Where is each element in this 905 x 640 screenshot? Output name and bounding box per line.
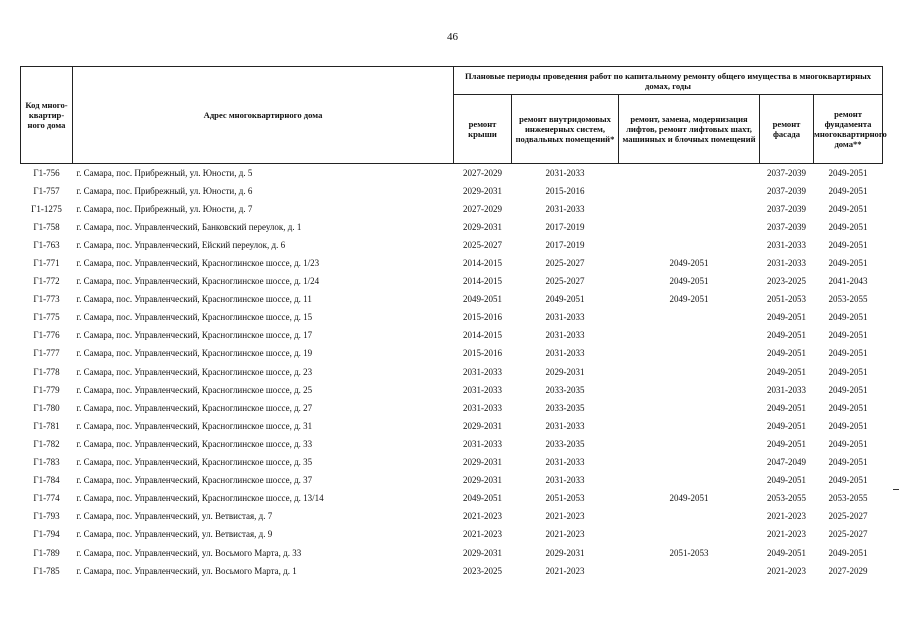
cell-roof: 2021-2023	[463, 511, 502, 522]
cell-foundation: 2049-2051	[828, 438, 868, 449]
table-row	[21, 236, 883, 254]
cell-foundation: 2049-2051	[828, 547, 868, 558]
cell-lifts	[619, 182, 760, 200]
cell-code: Г1-783	[33, 457, 60, 468]
cell-address: г. Самара, пос. Управленческий, ул. Восьмого Марта, д. 1	[76, 565, 297, 576]
cell-roof: 2049-2051	[463, 294, 502, 305]
header-facade: ремонт фасада	[760, 95, 814, 164]
cell-lifts: 2049-2051	[669, 294, 709, 305]
cell-systems: 2031-2033	[545, 457, 585, 468]
cell-address: г. Самара, пос. Управленческий, Красноглинское шоссе, д. 37	[76, 475, 313, 486]
cell-foundation: 2049-2051	[828, 203, 868, 214]
cell-address: г. Самара, пос. Управленческий, Ейский переулок, д. 6	[76, 239, 286, 250]
cell-lifts	[619, 236, 760, 254]
table-row	[21, 526, 883, 544]
cell-systems: 2031-2033	[545, 203, 585, 214]
cell-foundation: 2041-2043	[828, 276, 868, 287]
cell-address: г. Самара, пос. Управленческий, ул. Ветвистая, д. 9	[76, 529, 273, 540]
cell-roof: 2015-2016	[463, 348, 502, 359]
cell-facade: 2021-2023	[767, 511, 806, 522]
cell-address: г. Самара, пос. Управленческий, Красноглинское шоссе, д. 33	[76, 438, 313, 449]
cell-facade: 2049-2051	[767, 330, 806, 341]
table-row	[21, 508, 883, 526]
cell-roof: 2029-2031	[463, 547, 502, 558]
cell-roof: 2049-2051	[463, 493, 502, 504]
cell-code: Г1-757	[33, 185, 60, 196]
cell-lifts	[619, 454, 760, 472]
cell-roof: 2029-2031	[463, 420, 502, 431]
cell-foundation: 2053-2055	[828, 294, 868, 305]
cell-roof: 2027-2029	[463, 167, 502, 178]
cell-roof: 2031-2033	[463, 438, 502, 449]
table-row	[21, 490, 883, 508]
page-number: 46	[447, 31, 458, 43]
cell-systems: 2033-2035	[545, 438, 585, 449]
cell-roof: 2015-2016	[463, 312, 502, 323]
cell-code: Г1-785	[33, 565, 60, 576]
cell-facade: 2049-2051	[767, 402, 806, 413]
table-row	[21, 399, 883, 417]
cell-roof: 2029-2031	[463, 475, 502, 486]
edge-mark	[893, 489, 899, 490]
cell-facade: 2049-2051	[767, 420, 806, 431]
cell-code: Г1-794	[33, 529, 60, 540]
cell-code: Г1-763	[33, 239, 60, 250]
cell-systems: 2033-2035	[545, 402, 585, 413]
header-periods-group: Плановые периоды проведения работ по капитальному ремонту общего имущества в многоквартирных домах, годы	[454, 67, 883, 95]
cell-facade: 2049-2051	[767, 547, 806, 558]
cell-roof: 2021-2023	[463, 529, 502, 540]
table-row	[21, 309, 883, 327]
cell-systems: 2031-2033	[545, 475, 585, 486]
table-row	[21, 254, 883, 272]
table-row	[21, 562, 883, 580]
header-lifts: ремонт, замена, модернизация лифтов, ремонт лифтовых шахт, машинных и блочных помещений	[619, 95, 760, 164]
cell-foundation: 2049-2051	[828, 167, 868, 178]
cell-code: Г1-779	[33, 384, 60, 395]
cell-lifts	[619, 472, 760, 490]
cell-roof: 2014-2015	[463, 258, 502, 269]
cell-facade: 2023-2025	[767, 276, 806, 287]
cell-roof: 2031-2033	[463, 384, 502, 395]
cell-systems: 2017-2019	[545, 221, 585, 232]
cell-foundation: 2049-2051	[828, 475, 868, 486]
cell-lifts	[619, 417, 760, 435]
cell-address: г. Самара, пос. Управленческий, Красноглинское шоссе, д. 13/14	[76, 493, 324, 504]
cell-facade: 2021-2023	[767, 565, 806, 576]
cell-facade: 2021-2023	[767, 529, 806, 540]
cell-systems: 2025-2027	[545, 258, 585, 269]
cell-foundation: 2049-2051	[828, 402, 868, 413]
cell-systems: 2017-2019	[545, 239, 585, 250]
table-row	[21, 472, 883, 490]
cell-lifts	[619, 327, 760, 345]
cell-address: г. Самара, пос. Управленческий, Красноглинское шоссе, д. 1/24	[76, 276, 320, 287]
cell-facade: 2037-2039	[767, 185, 806, 196]
header-foundation: ремонт фундамента многоквартирного дома**	[814, 95, 883, 164]
cell-lifts	[619, 399, 760, 417]
table-row	[21, 164, 883, 183]
cell-lifts	[619, 200, 760, 218]
table-row	[21, 417, 883, 435]
header-code: Код много-квартир-ного дома	[21, 67, 73, 164]
cell-lifts	[619, 381, 760, 399]
cell-systems: 2031-2033	[545, 312, 585, 323]
cell-code: Г1-793	[33, 511, 60, 522]
cell-facade: 2049-2051	[767, 366, 806, 377]
cell-code: Г1-774	[33, 493, 60, 504]
cell-foundation: 2049-2051	[828, 420, 868, 431]
cell-facade: 2037-2039	[767, 203, 806, 214]
cell-code: Г1-771	[33, 258, 60, 269]
cell-address: г. Самара, пос. Управленческий, Красноглинское шоссе, д. 35	[76, 457, 313, 468]
cell-code: Г1-775	[33, 312, 60, 323]
cell-code: Г1-776	[33, 330, 60, 341]
cell-systems: 2031-2033	[545, 348, 585, 359]
cell-foundation: 2049-2051	[828, 258, 868, 269]
header-roof: ремонт крыши	[454, 95, 512, 164]
cell-lifts	[619, 562, 760, 580]
cell-facade: 2037-2039	[767, 221, 806, 232]
table-row	[21, 327, 883, 345]
cell-code: Г1-782	[33, 438, 60, 449]
cell-address: г. Самара, пос. Прибрежный, ул. Юности, д. 6	[76, 185, 253, 196]
cell-address: г. Самара, пос. Управленческий, Красноглинское шоссе, д. 11	[76, 294, 312, 305]
cell-foundation: 2053-2055	[828, 493, 868, 504]
cell-address: г. Самара, пос. Управленческий, Красноглинское шоссе, д. 23	[76, 366, 313, 377]
cell-systems: 2033-2035	[545, 384, 585, 395]
cell-systems: 2031-2033	[545, 167, 585, 178]
table-row	[21, 454, 883, 472]
cell-facade: 2051-2053	[767, 294, 806, 305]
cell-systems: 2031-2033	[545, 420, 585, 431]
cell-systems: 2025-2027	[545, 276, 585, 287]
cell-roof: 2014-2015	[463, 330, 502, 341]
cell-lifts	[619, 309, 760, 327]
cell-address: г. Самара, пос. Прибрежный, ул. Юности, д. 5	[76, 167, 253, 178]
table-row	[21, 182, 883, 200]
cell-systems: 2021-2023	[545, 511, 585, 522]
cell-foundation: 2049-2051	[828, 239, 868, 250]
cell-systems: 2029-2031	[545, 366, 585, 377]
capital-repair-table	[20, 66, 887, 580]
table-row	[21, 435, 883, 453]
cell-foundation: 2049-2051	[828, 348, 868, 359]
cell-systems: 2021-2023	[545, 529, 585, 540]
cell-facade: 2049-2051	[767, 475, 806, 486]
cell-code: Г1-756	[33, 167, 60, 178]
cell-code: Г1-1275	[31, 203, 62, 214]
cell-roof: 2023-2025	[463, 565, 502, 576]
cell-foundation: 2049-2051	[828, 312, 868, 323]
cell-lifts	[619, 435, 760, 453]
cell-lifts	[619, 363, 760, 381]
cell-code: Г1-781	[33, 420, 60, 431]
table-row	[21, 273, 883, 291]
cell-code: Г1-772	[33, 276, 60, 287]
cell-address: г. Самара, пос. Управленческий, Красноглинское шоссе, д. 25	[76, 384, 313, 395]
cell-code: Г1-773	[33, 294, 60, 305]
cell-code: Г1-777	[33, 348, 60, 359]
cell-lifts	[619, 508, 760, 526]
cell-code: Г1-778	[33, 366, 60, 377]
cell-code: Г1-784	[33, 475, 60, 486]
cell-roof: 2029-2031	[463, 185, 502, 196]
cell-lifts: 2049-2051	[669, 276, 709, 287]
cell-lifts	[619, 218, 760, 236]
cell-foundation: 2049-2051	[828, 384, 868, 395]
cell-foundation: 2027-2029	[828, 565, 868, 576]
table-body	[21, 164, 883, 581]
cell-systems: 2029-2031	[545, 547, 585, 558]
cell-foundation: 2049-2051	[828, 330, 868, 341]
cell-lifts: 2049-2051	[669, 258, 709, 269]
cell-facade: 2049-2051	[767, 438, 806, 449]
cell-lifts	[619, 164, 760, 183]
cell-facade: 2031-2033	[767, 384, 806, 395]
cell-systems: 2015-2016	[545, 185, 585, 196]
cell-foundation: 2049-2051	[828, 221, 868, 232]
cell-systems: 2051-2053	[545, 493, 585, 504]
cell-code: Г1-758	[33, 221, 60, 232]
cell-facade: 2047-2049	[767, 457, 806, 468]
cell-lifts: 2049-2051	[669, 493, 709, 504]
cell-address: г. Самара, пос. Управленческий, ул. Восьмого Марта, д. 33	[76, 547, 302, 558]
cell-address: г. Самара, пос. Управленческий, Красноглинское шоссе, д. 17	[76, 330, 313, 341]
cell-roof: 2025-2027	[463, 239, 502, 250]
cell-facade: 2037-2039	[767, 167, 806, 178]
cell-address: г. Самара, пос. Управленческий, Красноглинское шоссе, д. 15	[76, 312, 313, 323]
cell-foundation: 2025-2027	[828, 529, 868, 540]
cell-roof: 2031-2033	[463, 366, 502, 377]
table-row	[21, 544, 883, 562]
cell-address: г. Самара, пос. Управленческий, Красноглинское шоссе, д. 31	[76, 420, 313, 431]
cell-address: г. Самара, пос. Управленческий, Красноглинское шоссе, д. 27	[76, 402, 313, 413]
cell-code: Г1-789	[33, 547, 60, 558]
cell-code: Г1-780	[33, 402, 60, 413]
table-row	[21, 291, 883, 309]
table-row	[21, 345, 883, 363]
cell-roof: 2029-2031	[463, 457, 502, 468]
cell-roof: 2029-2031	[463, 221, 502, 232]
cell-foundation: 2049-2051	[828, 366, 868, 377]
cell-lifts	[619, 345, 760, 363]
cell-roof: 2027-2029	[463, 203, 502, 214]
cell-foundation: 2049-2051	[828, 185, 868, 196]
cell-address: г. Самара, пос. Управленческий, Банковский переулок, д. 1	[76, 221, 302, 232]
table-row	[21, 363, 883, 381]
cell-foundation: 2049-2051	[828, 457, 868, 468]
table-row	[21, 218, 883, 236]
cell-systems: 2049-2051	[545, 294, 585, 305]
table-header	[21, 67, 887, 164]
cell-facade: 2049-2051	[767, 348, 806, 359]
cell-systems: 2031-2033	[545, 330, 585, 341]
cell-lifts	[619, 526, 760, 544]
cell-foundation: 2025-2027	[828, 511, 868, 522]
cell-facade: 2031-2033	[767, 258, 806, 269]
cell-roof: 2031-2033	[463, 402, 502, 413]
table-row	[21, 381, 883, 399]
header-systems: ремонт внутридомовых инженерных систем, подвальных помещений*	[512, 95, 619, 164]
cell-address: г. Самара, пос. Управленческий, Красноглинское шоссе, д. 19	[76, 348, 313, 359]
cell-address: г. Самара, пос. Прибрежный, ул. Юности, д. 7	[76, 203, 253, 214]
table-row	[21, 200, 883, 218]
cell-address: г. Самара, пос. Управленческий, Красноглинское шоссе, д. 1/23	[76, 258, 320, 269]
header-address: Адрес многоквартирного дома	[73, 67, 454, 164]
cell-systems: 2021-2023	[545, 565, 585, 576]
cell-facade: 2049-2051	[767, 312, 806, 323]
cell-roof: 2014-2015	[463, 276, 502, 287]
cell-facade: 2053-2055	[767, 493, 806, 504]
cell-address: г. Самара, пос. Управленческий, ул. Ветвистая, д. 7	[76, 511, 273, 522]
cell-lifts: 2051-2053	[669, 547, 709, 558]
cell-facade: 2031-2033	[767, 239, 806, 250]
